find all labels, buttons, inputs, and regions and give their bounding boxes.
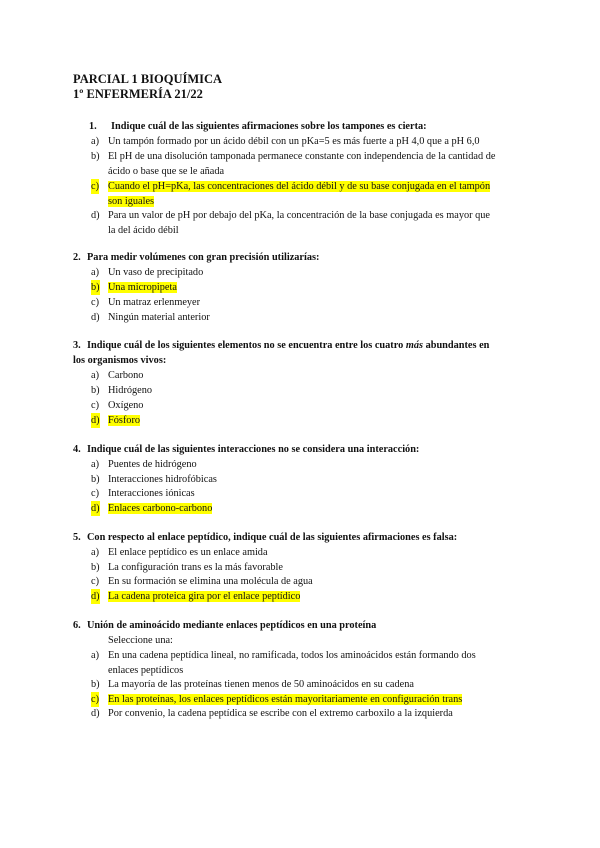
option-text: Para un valor de pH por debajo del pKa, la concentración de la base conjugada es mayor que <box>108 210 490 221</box>
option-text: El enlace peptídico es un enlace amida <box>108 547 268 558</box>
option-text: Interacciones hidrofóbicas <box>108 474 217 485</box>
option-text-cont: ácido o base que se le añada <box>108 166 225 177</box>
option-text: Un matraz erlenmeyer <box>108 297 201 308</box>
option-text: La mayoría de las proteínas tienen menos de 50 aminoácidos en su cadena <box>108 679 414 690</box>
option-letter: b) <box>91 679 100 690</box>
option-letter: c) <box>91 576 99 587</box>
question-5 <box>73 530 533 545</box>
option-text-cont: la del ácido débil <box>108 225 179 236</box>
option-text: En una cadena peptídica lineal, no ramificada, todos los aminoácidos están formando dos <box>108 650 476 661</box>
option-letter: a) <box>91 459 99 470</box>
option-text-highlighted-cont: son iguales <box>108 196 155 207</box>
option-letter: d) <box>91 312 100 323</box>
option-text-highlighted: Cuando el pH=pKa, las concentraciones del ácido débil y de su base conjugada en el tampón <box>108 181 491 192</box>
option-letter: c) <box>91 694 99 705</box>
option-letter: c) <box>91 400 99 411</box>
option-letter: b) <box>91 562 100 573</box>
option-text: Un tampón formado por un ácido débil con un pKa=5 es más fuerte a pH 4,0 que a pH 6,0 <box>108 136 480 147</box>
option-text: En su formación se elimina una molécula de agua <box>108 576 313 587</box>
option-letter: d) <box>91 503 100 514</box>
option-text: Interacciones iónicas <box>108 488 195 499</box>
option-letter: a) <box>91 136 99 147</box>
option-text-cont: enlaces peptídicos <box>108 665 184 676</box>
option-text: Puentes de hidrógeno <box>108 459 197 470</box>
question-number: 5. <box>73 532 81 543</box>
option-letter: c) <box>91 488 99 499</box>
question-3 <box>73 338 533 353</box>
option-letter: d) <box>91 415 100 426</box>
question-number: 3. <box>73 340 81 351</box>
option-text: Ningún material anterior <box>108 312 210 323</box>
question-3-cont <box>73 353 533 368</box>
question-text: Indique cuál de los siguientes elementos no se encuentra entre los cuatro <box>87 340 406 351</box>
option-letter: b) <box>91 282 100 293</box>
option-letter: d) <box>91 210 100 221</box>
option-letter: c) <box>91 297 99 308</box>
question-text-end: abundantes en <box>423 340 490 351</box>
option-letter: a) <box>91 547 99 558</box>
option-letter: a) <box>91 650 99 661</box>
option-letter: c) <box>91 181 99 192</box>
option-letter: a) <box>91 267 99 278</box>
option-letter: b) <box>91 151 100 162</box>
question-text-cont: los organismos vivos: <box>73 355 167 366</box>
question-1 <box>73 119 533 134</box>
option-letter: d) <box>91 591 100 602</box>
option-letter: d) <box>91 708 100 719</box>
option-letter: b) <box>91 385 100 396</box>
question-text: Indique cuál de las siguientes interacciones no se considera una interacción: <box>87 444 420 455</box>
question-text: Indique cuál de las siguientes afirmaciones sobre los tampones es cierta: <box>111 121 427 132</box>
question-number: 6. <box>73 620 81 631</box>
question-number: 4. <box>73 444 81 455</box>
question-4 <box>73 442 533 457</box>
question-6-instruction: Seleccione una: <box>108 635 173 646</box>
question-number: 1. <box>89 121 97 132</box>
option-text-highlighted: La cadena proteica gira por el enlace peptídico <box>108 591 301 602</box>
question-text: Para medir volúmenes con gran precisión utilizarías: <box>87 252 320 263</box>
option-text: Hidrógeno <box>108 385 153 396</box>
exam-subtitle: 1º ENFERMERÍA 21/22 <box>73 87 203 101</box>
option-text: Un vaso de precipitado <box>108 267 204 278</box>
option-letter: a) <box>91 370 99 381</box>
exam-title: PARCIAL 1 BIOQUÍMICA <box>73 72 223 86</box>
option-text: La configuración trans es la más favorable <box>108 562 283 573</box>
question-text: Unión de aminoácido mediante enlaces peptídicos en una proteína <box>87 620 377 631</box>
option-text-highlighted: Fósforo <box>108 415 141 426</box>
question-2 <box>73 250 533 265</box>
option-text: El pH de una disolución tamponada permanece constante con independencia de la cantidad de <box>108 151 496 162</box>
option-letter: b) <box>91 474 100 485</box>
question-text-italic: más <box>405 340 423 351</box>
question-number: 2. <box>73 252 81 263</box>
option-text-highlighted: Enlaces carbono-carbono <box>108 503 213 514</box>
question-6 <box>73 618 533 633</box>
option-text-highlighted: Una micropipeta <box>108 282 177 293</box>
option-text-highlighted: En las proteínas, los enlaces peptídicos están mayoritariamente en configuración trans <box>108 694 463 705</box>
option-text: Por convenio, la cadena peptídica se escribe con el extremo carboxilo a la izquierda <box>108 708 453 719</box>
question-text: Con respecto al enlace peptídico, indique cuál de las siguientes afirmaciones es falsa: <box>87 532 458 543</box>
option-text: Carbono <box>108 370 144 381</box>
option-text: Oxígeno <box>108 400 144 411</box>
